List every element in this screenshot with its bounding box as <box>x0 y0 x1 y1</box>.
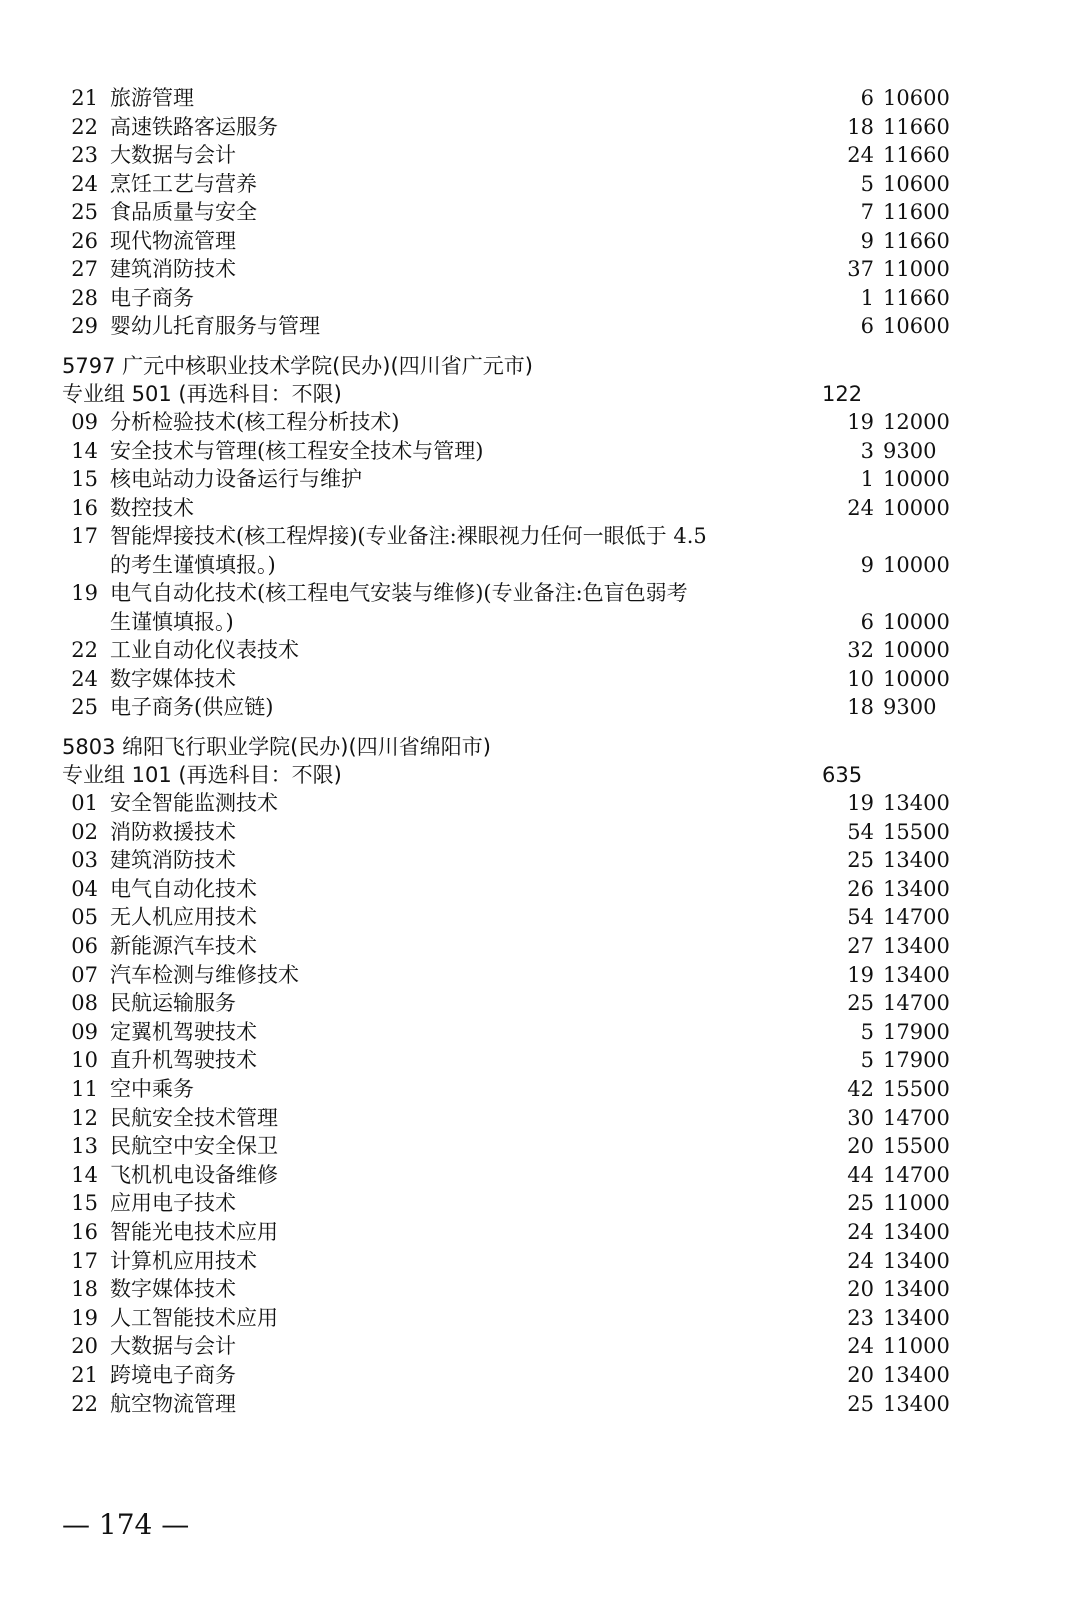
tuition-fee: 10600 <box>883 171 950 196</box>
table-row <box>60 636 960 664</box>
tuition-fee: 14700 <box>883 1162 950 1187</box>
major-name: 应用电子技术 <box>110 1191 236 1216</box>
table-row <box>60 875 960 903</box>
plan-count: 25 <box>847 848 874 873</box>
tuition-fee: 9300 <box>883 695 937 719</box>
major-name: 核电站动力设备运行与维护 <box>110 467 362 491</box>
school-heading: 5803 绵阳飞行职业学院(民办)(四川省绵阳市) <box>62 735 491 759</box>
plan-count: 20 <box>847 1277 874 1302</box>
major-name: 数字媒体技术 <box>110 666 236 691</box>
group-label: 专业组 101 (再选科目：不限) <box>62 763 342 787</box>
major-code: 09 <box>71 1019 98 1044</box>
table-row <box>60 522 960 550</box>
table-row-continuation <box>60 608 960 636</box>
table-row <box>60 84 960 112</box>
major-name: 工业自动化仪表技术 <box>110 638 299 662</box>
tuition-fee: 13400 <box>883 1305 950 1330</box>
tuition-fee: 9300 <box>883 438 937 463</box>
plan-count: 54 <box>847 819 874 844</box>
plan-count: 54 <box>847 905 874 930</box>
major-code: 18 <box>71 1277 98 1302</box>
major-code: 03 <box>71 848 98 873</box>
major-name: 民航空中安全保卫 <box>110 1134 278 1159</box>
major-name-continuation: 的考生谨慎填报。) <box>110 552 276 577</box>
major-code: 14 <box>71 438 98 463</box>
major-code: 25 <box>71 695 98 719</box>
major-code: 16 <box>71 495 98 520</box>
major-code: 15 <box>71 1191 98 1216</box>
major-name: 直升机驾驶技术 <box>110 1048 257 1073</box>
tuition-fee: 13400 <box>883 1277 950 1302</box>
major-code: 25 <box>71 200 98 224</box>
major-name: 高速铁路客运服务 <box>110 114 278 139</box>
tuition-fee: 13400 <box>883 934 950 958</box>
major-name: 电气自动化技术 <box>110 876 257 901</box>
major-code: 14 <box>71 1162 98 1187</box>
major-code: 13 <box>71 1134 98 1159</box>
plan-count: 5 <box>860 171 874 196</box>
table-row <box>60 789 960 817</box>
tuition-fee: 10000 <box>883 666 950 691</box>
major-name: 安全技术与管理(核工程安全技术与管理) <box>110 438 484 463</box>
plan-count: 24 <box>847 495 874 520</box>
major-name: 数控技术 <box>110 495 194 520</box>
plan-count: 1 <box>860 467 874 491</box>
plan-count: 20 <box>847 1134 874 1159</box>
major-name: 数字媒体技术 <box>110 1277 236 1302</box>
table-row <box>60 255 960 283</box>
major-name: 电子商务(供应链) <box>110 695 274 719</box>
major-code: 22 <box>71 638 98 662</box>
tuition-fee: 17900 <box>883 1019 950 1044</box>
major-name: 烹饪工艺与营养 <box>110 171 257 196</box>
tuition-fee: 14700 <box>883 905 950 930</box>
table-row <box>60 494 960 522</box>
group-total: 122 <box>822 382 863 406</box>
tuition-fee: 15500 <box>883 1077 950 1101</box>
table-row <box>60 1361 960 1389</box>
major-code: 02 <box>71 819 98 844</box>
major-name: 建筑消防技术 <box>110 257 236 281</box>
plan-count: 30 <box>847 1105 874 1130</box>
plan-count: 10 <box>847 666 874 691</box>
major-name: 航空物流管理 <box>110 1391 236 1416</box>
major-group-heading <box>62 761 962 789</box>
major-code: 04 <box>71 876 98 901</box>
plan-count: 6 <box>860 609 874 634</box>
tuition-fee: 13400 <box>883 791 950 815</box>
table-row <box>60 284 960 312</box>
table-row <box>60 1189 960 1217</box>
major-code: 26 <box>71 228 98 253</box>
table-row <box>60 961 960 989</box>
table-row <box>60 170 960 198</box>
major-name: 现代物流管理 <box>110 228 236 253</box>
group-total: 635 <box>822 763 863 787</box>
plan-count: 27 <box>847 934 874 958</box>
plan-count: 24 <box>847 1334 874 1359</box>
plan-count: 7 <box>860 200 874 224</box>
major-code: 24 <box>71 171 98 196</box>
major-code: 17 <box>71 1248 98 1273</box>
major-name: 飞机机电设备维修 <box>110 1162 278 1187</box>
major-name: 民航运输服务 <box>110 991 236 1016</box>
table-row <box>60 1218 960 1246</box>
major-code: 28 <box>71 285 98 310</box>
table-row-continuation <box>60 551 960 579</box>
table-row <box>60 1275 960 1303</box>
plan-count: 25 <box>847 1191 874 1216</box>
major-code: 19 <box>71 581 98 605</box>
tuition-fee: 15500 <box>883 819 950 844</box>
major-name: 智能焊接技术(核工程焊接)(专业备注:裸眼视力任何一眼低于 4.5 <box>110 524 707 548</box>
tuition-fee: 11660 <box>883 228 950 253</box>
major-name: 旅游管理 <box>110 86 194 110</box>
major-code: 07 <box>71 962 98 987</box>
tuition-fee: 13400 <box>883 962 950 987</box>
plan-count: 19 <box>847 962 874 987</box>
school-heading: 5797 广元中核职业技术学院(民办)(四川省广元市) <box>62 354 533 378</box>
major-code: 20 <box>71 1334 98 1359</box>
table-row <box>60 1075 960 1103</box>
table-row <box>60 693 960 721</box>
major-code: 21 <box>71 1363 98 1387</box>
table-row <box>60 1247 960 1275</box>
major-name: 安全智能监测技术 <box>110 791 278 815</box>
plan-count: 9 <box>860 552 874 577</box>
major-code: 27 <box>71 257 98 281</box>
major-name: 建筑消防技术 <box>110 848 236 873</box>
table-row <box>60 1132 960 1160</box>
plan-count: 24 <box>847 1220 874 1244</box>
major-code: 21 <box>71 86 98 110</box>
major-name: 大数据与会计 <box>110 1334 236 1359</box>
tuition-fee: 13400 <box>883 1248 950 1273</box>
tuition-fee: 13400 <box>883 876 950 901</box>
table-row <box>60 665 960 693</box>
major-code: 06 <box>71 934 98 958</box>
major-name: 智能光电技术应用 <box>110 1220 278 1244</box>
tuition-fee: 17900 <box>883 1048 950 1073</box>
major-code: 05 <box>71 905 98 930</box>
table-row <box>60 1332 960 1360</box>
table-row <box>60 1018 960 1046</box>
major-name: 人工智能技术应用 <box>110 1305 278 1330</box>
table-row <box>60 579 960 607</box>
plan-count: 26 <box>847 876 874 901</box>
major-code: 10 <box>71 1048 98 1073</box>
plan-count: 19 <box>847 791 874 815</box>
major-name-continuation: 生谨慎填报。) <box>110 609 234 634</box>
plan-count: 20 <box>847 1363 874 1387</box>
table-row <box>60 903 960 931</box>
major-group-heading <box>62 380 962 408</box>
tuition-fee: 10000 <box>883 552 950 577</box>
tuition-fee: 11660 <box>883 285 950 310</box>
major-code: 01 <box>71 791 98 815</box>
plan-count: 3 <box>860 438 874 463</box>
table-row <box>60 1304 960 1332</box>
major-code: 16 <box>71 1220 98 1244</box>
table-row <box>60 198 960 226</box>
major-name: 大数据与会计 <box>110 143 236 167</box>
tuition-fee: 13400 <box>883 1220 950 1244</box>
plan-count: 5 <box>860 1019 874 1044</box>
tuition-fee: 13400 <box>883 848 950 873</box>
tuition-fee: 10600 <box>883 314 950 338</box>
major-name: 电子商务 <box>110 285 194 310</box>
major-code: 24 <box>71 666 98 691</box>
major-code: 12 <box>71 1105 98 1130</box>
major-code: 11 <box>71 1077 98 1101</box>
table-row <box>60 408 960 436</box>
major-name: 电气自动化技术(核工程电气安装与维修)(专业备注:色盲色弱考 <box>110 581 688 605</box>
plan-count: 18 <box>847 114 874 139</box>
table-row <box>60 465 960 493</box>
major-code: 22 <box>71 1391 98 1416</box>
major-code: 15 <box>71 467 98 491</box>
plan-count: 42 <box>847 1077 874 1101</box>
plan-count: 1 <box>860 285 874 310</box>
table-row <box>60 1046 960 1074</box>
plan-count: 6 <box>860 314 874 338</box>
major-name: 新能源汽车技术 <box>110 934 257 958</box>
tuition-fee: 10000 <box>883 638 950 662</box>
table-row <box>60 227 960 255</box>
major-code: 19 <box>71 1305 98 1330</box>
major-name: 无人机应用技术 <box>110 905 257 930</box>
major-code: 09 <box>71 410 98 434</box>
table-row <box>60 846 960 874</box>
plan-count: 24 <box>847 143 874 167</box>
table-row <box>60 932 960 960</box>
tuition-fee: 12000 <box>883 410 950 434</box>
major-name: 跨境电子商务 <box>110 1363 236 1387</box>
plan-count: 25 <box>847 1391 874 1416</box>
tuition-fee: 14700 <box>883 1105 950 1130</box>
major-name: 汽车检测与维修技术 <box>110 962 299 987</box>
plan-count: 37 <box>847 257 874 281</box>
table-row <box>60 437 960 465</box>
tuition-fee: 10000 <box>883 467 950 491</box>
tuition-fee: 13400 <box>883 1363 950 1387</box>
plan-count: 19 <box>847 410 874 434</box>
tuition-fee: 11000 <box>883 257 950 281</box>
plan-count: 44 <box>847 1162 874 1187</box>
tuition-fee: 10000 <box>883 495 950 520</box>
tuition-fee: 10000 <box>883 609 950 634</box>
major-name: 消防救援技术 <box>110 819 236 844</box>
plan-count: 32 <box>847 638 874 662</box>
table-row <box>60 141 960 169</box>
table-row <box>60 1161 960 1189</box>
plan-count: 18 <box>847 695 874 719</box>
table-row <box>60 989 960 1017</box>
major-name: 空中乘务 <box>110 1077 194 1101</box>
major-name: 分析检验技术(核工程分析技术) <box>110 410 400 434</box>
plan-count: 23 <box>847 1305 874 1330</box>
table-row <box>60 312 960 340</box>
major-name: 食品质量与安全 <box>110 200 257 224</box>
plan-count: 24 <box>847 1248 874 1273</box>
tuition-fee: 13400 <box>883 1391 950 1416</box>
major-name: 婴幼儿托育服务与管理 <box>110 314 320 338</box>
plan-count: 9 <box>860 228 874 253</box>
major-code: 17 <box>71 524 98 548</box>
major-name: 定翼机驾驶技术 <box>110 1019 257 1044</box>
major-name: 民航安全技术管理 <box>110 1105 278 1130</box>
tuition-fee: 11660 <box>883 114 950 139</box>
major-code: 23 <box>71 143 98 167</box>
plan-count: 5 <box>860 1048 874 1073</box>
table-row <box>60 113 960 141</box>
tuition-fee: 11600 <box>883 200 950 224</box>
major-code: 22 <box>71 114 98 139</box>
tuition-fee: 11000 <box>883 1191 950 1216</box>
table-row <box>60 1390 960 1418</box>
major-code: 08 <box>71 991 98 1016</box>
table-row <box>60 818 960 846</box>
tuition-fee: 11000 <box>883 1334 950 1359</box>
major-name: 计算机应用技术 <box>110 1248 257 1273</box>
table-row <box>60 1104 960 1132</box>
tuition-fee: 14700 <box>883 991 950 1016</box>
group-label: 专业组 501 (再选科目：不限) <box>62 382 342 406</box>
tuition-fee: 11660 <box>883 143 950 167</box>
tuition-fee: 15500 <box>883 1134 950 1159</box>
tuition-fee: 10600 <box>883 86 950 110</box>
plan-count: 6 <box>860 86 874 110</box>
major-code: 29 <box>71 314 98 338</box>
plan-count: 25 <box>847 991 874 1016</box>
page-number: — 174 — <box>62 1508 190 1541</box>
